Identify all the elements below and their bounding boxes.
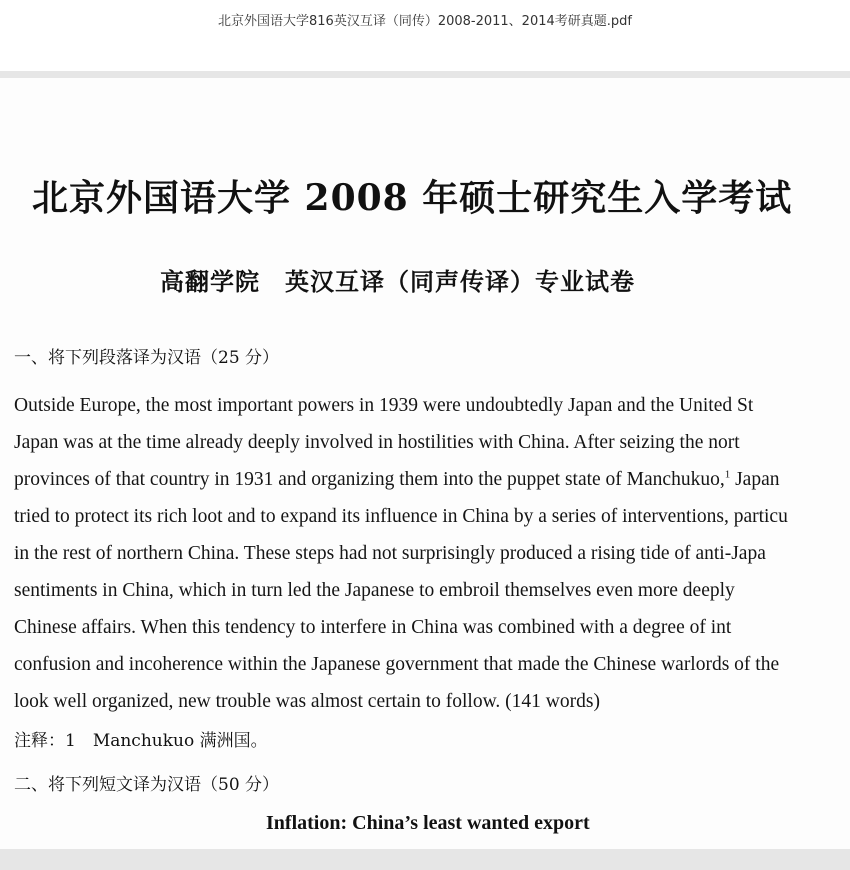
file-title[interactable]: 北京外国语大学816英汉互译（同传）2008-2011、2014考研真题.pdf (218, 14, 632, 29)
footnote: 注释：1 Manchukuo 满洲国。 (14, 731, 268, 751)
section-one-heading: 一、将下列段落译为汉语（25 分） (14, 348, 280, 368)
passage-line: Outside Europe, the most important powers in 1939 were undoubtedly Japan and the United St (14, 395, 754, 416)
passage-line-tail: Japan (730, 469, 780, 490)
passage-line: Japan was at the time already deeply involved in hostilities with China. After seizing the nort (14, 432, 740, 453)
passage-line (14, 461, 850, 498)
passage-line: confusion and incoherence within the Japanese government that made the Chinese warlords of the (14, 654, 780, 675)
passage-line: tried to protect its rich loot and to expand its influence in China by a series of interventions, particu (14, 506, 788, 527)
section-two-heading: 二、将下列短文译为汉语（50 分） (14, 775, 280, 795)
passage-line: Chinese affairs. When this tendency to interfere in China was combined with a degree of int (14, 617, 732, 638)
viewer-header (0, 0, 850, 72)
passage (14, 387, 850, 720)
footnote-marker: 1 (724, 468, 731, 481)
article-title: Inflation: China’s least wanted export (266, 812, 590, 834)
passage-line: sentiments in China, which in turn led the Japanese to embroil themselves even more deeply (14, 580, 735, 601)
passage-line: look well organized, new trouble was almost certain to follow. (141 words) (14, 691, 600, 712)
passage-line-text: provinces of that country in 1931 and organizing them into the puppet state of Manchukuo, (14, 469, 725, 490)
page-gap (0, 71, 850, 78)
document-title: 北京外国语大学 2008 年硕士研究生入学考试 (32, 177, 793, 219)
passage-line: in the rest of northern China. These steps had not surprisingly produced a rising tide of anti-Japa (14, 543, 766, 564)
pdf-page (0, 78, 850, 849)
document-subtitle: 高翻学院 英汉互译（同声传译）专业试卷 (160, 268, 635, 296)
page-gap (0, 849, 850, 870)
